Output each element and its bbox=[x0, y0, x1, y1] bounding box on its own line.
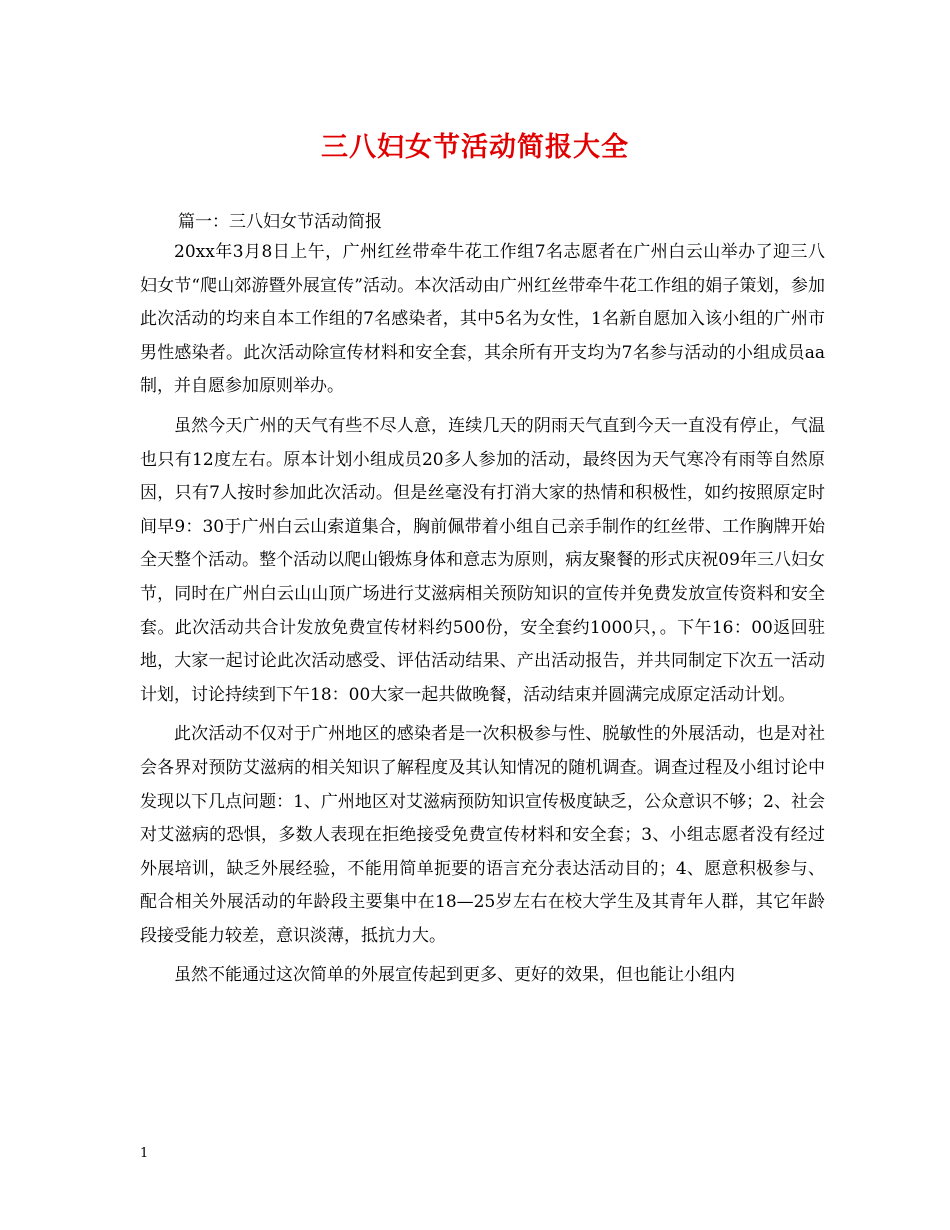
paragraph: 虽然今天广州的天气有些不尽人意，连续几天的阴雨天气直到今天一直没有停止，气温也只有12度左右。原本计划小组成员20多人参加的活动，最终因为天气寒冷有雨等自然原因，只有7人按时参加此次活动。但是丝毫没有打消大家的热情和积极性，如约按照原定时间早9：30于广州白云山索道集合，胸前佩带着小组自己亲手制作的红丝带、工作胸牌开始全天整个活动。整个活动以爬山锻炼身体和意志为原则，病友聚餐的形式庆祝09年三八妇女节，同时在广州白云山山顶广场进行艾滋病相关预防知识的宣传并免费发放宣传资料和安全套。此次活动共合计发放免费宣传材料约500份，安全套约1000只，。下午16：00返回驻地，大家一起讨论此次活动感受、评估活动结果、产出活动报告，并共同制定下次五一活动计划，讨论持续到下午18：00大家一起共做晚餐，活动结束并圆满完成原定活动计划。 bbox=[140, 415, 825, 705]
document-body bbox=[140, 236, 825, 999]
page-number: 1 bbox=[140, 1146, 149, 1161]
paragraph: 20xx年3月8日上午，广州红丝带牵牛花工作组7名志愿者在广州白云山举办了迎三八妇女节“爬山郊游暨外展宣传”活动。本次活动由广州红丝带牵牛花工作组的娟子策划，参加此次活动的均来自本工作组的7名感染者，其中5名为女性，1名新自愿加入该小组的广州市男性感染者。此次活动除宣传材料和安全套，其余所有开支均为7名参与活动的小组成员aa制，并自愿参加原则举办。 bbox=[140, 242, 825, 397]
section-heading: 篇一：三八妇女节活动简报 bbox=[178, 212, 382, 232]
document-title: 三八妇女节活动简报大全 bbox=[321, 132, 629, 163]
paragraph: 此次活动不仅对于广州地区的感染者是一次积极参与性、脱敏性的外展活动，也是对社会各界对预防艾滋病的相关知识了解程度及其认知情况的随机调查。调查过程及小组讨论中发现以下几点问题：1、广州地区对艾滋病预防知识宣传极度缺乏，公众意识不够；2、社会对艾滋病的恐惧，多数人表现在拒绝接受免费宣传材料和安全套；3、小组志愿者没有经过外展培训，缺乏外展经验，不能用简单扼要的语言充分表达活动目的；4、愿意积极参与、配合相关外展活动的年龄段主要集中在18—25岁左右在校大学生及其青年人群，其它年龄段接受能力较差，意识淡薄，抵抗力大。 bbox=[140, 724, 825, 946]
paragraph: 虽然不能通过这次简单的外展宣传起到更多、更好的效果，但也能让小组内 bbox=[174, 965, 735, 986]
